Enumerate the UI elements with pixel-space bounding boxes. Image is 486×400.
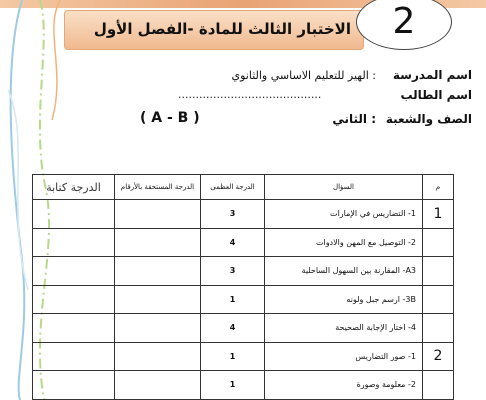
index-cell — [423, 285, 454, 314]
question-cell: 3B- ارسم جبل ولونه — [265, 285, 423, 314]
test-number: 2 — [392, 1, 416, 42]
title-banner — [64, 10, 364, 50]
question-cell: 1- صور التضاريس — [265, 342, 423, 371]
earned-written-cell[interactable] — [33, 228, 115, 257]
index-cell: 1 — [423, 200, 454, 229]
earned-numeric-cell[interactable] — [115, 228, 201, 257]
max-grade-cell: 1 — [201, 285, 265, 314]
table-row — [33, 314, 454, 343]
earned-written-cell[interactable] — [33, 371, 115, 400]
header-earned-written: الدرجة كتابة — [33, 175, 115, 200]
max-grade-cell: 3 — [201, 257, 265, 286]
index-cell — [423, 371, 454, 400]
class-value: : الثاني — [332, 112, 376, 126]
header-question: السؤال — [265, 175, 423, 200]
earned-numeric-cell[interactable] — [115, 200, 201, 229]
earned-numeric-cell[interactable] — [115, 371, 201, 400]
index-cell — [423, 314, 454, 343]
header-max-grade: الدرجة العظمى — [201, 175, 265, 200]
max-grade-cell: 4 — [201, 228, 265, 257]
table-row — [33, 257, 454, 286]
earned-numeric-cell[interactable] — [115, 314, 201, 343]
class-label: الصف والشعبة — [385, 112, 472, 126]
student-label: اسم الطالب — [400, 88, 472, 102]
table-row — [33, 285, 454, 314]
earned-written-cell[interactable] — [33, 257, 115, 286]
max-grade-cell: 1 — [201, 342, 265, 371]
question-cell: 1- التضاريس في الإمارات — [265, 200, 423, 229]
index-cell: 2 — [423, 342, 454, 371]
earned-written-cell[interactable] — [33, 342, 115, 371]
table-row — [33, 342, 454, 371]
earned-numeric-cell[interactable] — [115, 342, 201, 371]
table-row — [33, 371, 454, 400]
max-grade-cell: 4 — [201, 314, 265, 343]
student-name-field[interactable]: ......................................... — [178, 88, 322, 101]
question-cell: A3- المقارنة بين السهول الساحلية — [265, 257, 423, 286]
header-earned-numeric: الدرجة المستحقة بالأرقام — [115, 175, 201, 200]
school-label: اسم المدرسة — [392, 68, 472, 82]
index-cell — [423, 228, 454, 257]
school-value: : الهير للتعليم الاساسي والثانوي — [231, 69, 376, 82]
earned-written-cell[interactable] — [33, 314, 115, 343]
earned-numeric-cell[interactable] — [115, 257, 201, 286]
table-header-row — [33, 175, 454, 200]
header-index: م — [423, 175, 454, 200]
question-cell: 2- معلومة وصورة — [265, 371, 423, 400]
earned-written-cell[interactable] — [33, 285, 115, 314]
index-cell — [423, 257, 454, 286]
max-grade-cell: 3 — [201, 200, 265, 229]
table-row — [33, 200, 454, 229]
section-value: ( A - B ) — [140, 110, 200, 126]
grades-table — [32, 174, 454, 400]
max-grade-cell: 1 — [201, 371, 265, 400]
question-cell: 4- اختار الإجابة الصحيحة — [265, 314, 423, 343]
earned-written-cell[interactable] — [33, 200, 115, 229]
table-row — [33, 228, 454, 257]
question-cell: 2- التوصيل مع المهن والادوات — [265, 228, 423, 257]
test-title: الاختبار الثالث للمادة -الفصل الأول — [93, 20, 351, 38]
earned-numeric-cell[interactable] — [115, 285, 201, 314]
